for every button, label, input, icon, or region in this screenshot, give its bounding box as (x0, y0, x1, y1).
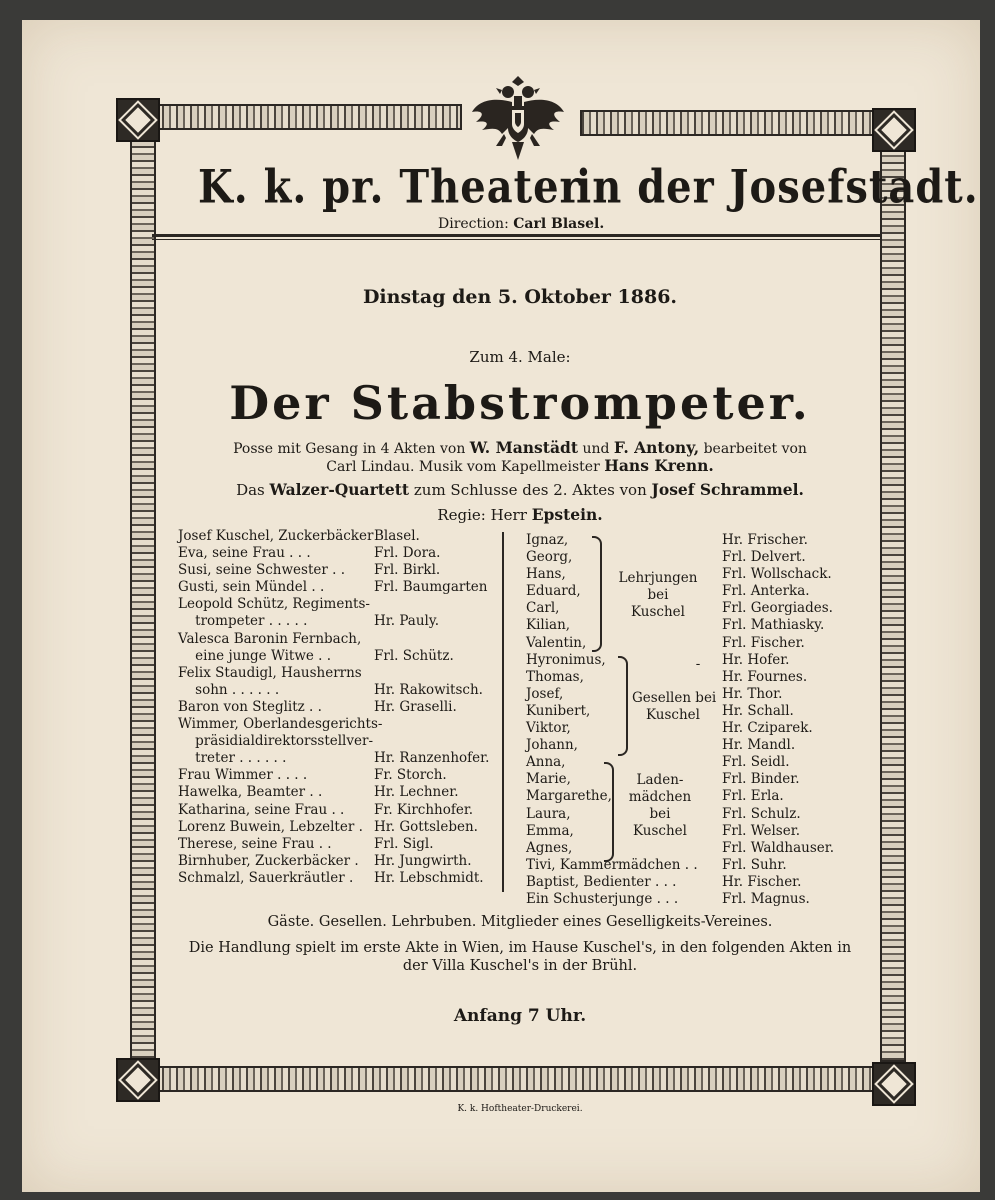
frame-top-left (118, 104, 462, 130)
regie-label: Regie: Herr (437, 506, 527, 524)
actor: Frl. Schütz. (374, 647, 454, 664)
cast-row (178, 750, 490, 767)
frame-corner-top-right (872, 108, 916, 152)
actor: Hr. Cziparek. (722, 720, 813, 737)
actor: Hr. Lebschmidt. (374, 869, 484, 886)
role: Eva, seine Frau . . . (178, 545, 311, 562)
role: Lorenz Buwein, Lebzelter . (178, 818, 363, 835)
desc-text: Posse mit Gesang in 4 Akten von (233, 441, 466, 457)
cast-row (178, 579, 488, 596)
header-rule (152, 234, 880, 237)
role: Frau Wimmer . . . . (178, 767, 308, 784)
role: Carl, (526, 600, 560, 617)
cast-row (526, 737, 796, 754)
group-label: bei (649, 806, 671, 822)
cast-row (178, 681, 483, 699)
cast-row (526, 873, 802, 891)
role: treter . . . . . . (178, 750, 287, 767)
cast-row (178, 665, 382, 682)
cast-row (178, 528, 420, 545)
group-label: Laden- (636, 772, 684, 788)
actor: Frl. Mathiasky. (722, 617, 825, 634)
actor: Frl. Dora. (374, 545, 441, 562)
director-name: Carl Blasel. (513, 216, 605, 232)
actor: Frl. Fischer. (722, 634, 805, 651)
cast-column-divider (502, 532, 504, 892)
actor: Hr. Gottsleben. (374, 818, 478, 835)
cast-row (178, 818, 478, 836)
desc-text-2: Carl Lindau. Musik vom Kapellmeister (326, 459, 600, 475)
header-rule-thin (152, 239, 880, 240)
actor: Hr. Schall. (722, 702, 794, 719)
cast-row (526, 890, 810, 908)
actor: Frl. Sigl. (374, 835, 434, 852)
actor: Hr. Thor. (722, 685, 783, 702)
actor: Hr. Frischer. (722, 532, 808, 548)
actor: Fr. Storch. (374, 767, 447, 784)
cast-row (178, 852, 472, 870)
cast-row (178, 596, 382, 613)
role: Katharina, seine Frau . . (178, 801, 345, 818)
frame-corner-bottom-right (872, 1062, 916, 1106)
actor: Hr. Ranzenhofer. (374, 750, 490, 767)
author-1: W. Manstädt (469, 438, 578, 457)
author-2: F. Antony, (613, 438, 700, 457)
setting-line-2: der Villa Kuschel's in der Brühl. (402, 958, 638, 974)
frame-left (130, 140, 156, 1060)
group-label: - (695, 656, 701, 672)
frame-top-right (580, 110, 874, 136)
cast-row (178, 801, 474, 819)
role: Baptist, Bedienter . . . (526, 873, 677, 890)
group-lehrjungen (616, 570, 700, 621)
actor: Hr. Hofer. (722, 651, 790, 668)
cast-row (178, 647, 454, 665)
role: Hans, (526, 566, 566, 583)
actor: Frl. Magnus. (722, 890, 810, 907)
role: Anna, (526, 754, 566, 771)
cast-row (178, 545, 441, 562)
actor: Frl. Georgiades. (722, 600, 833, 617)
role: Laura, (526, 805, 571, 822)
frame-corner-top-left (116, 98, 160, 142)
brace-ladenmaedchen (604, 762, 614, 862)
role: Georg, (526, 549, 573, 566)
cast-row (178, 767, 447, 784)
desc-text-b: bearbeitet von (703, 441, 807, 457)
actor: Hr. Mandl. (722, 737, 796, 754)
cast-row (178, 613, 439, 630)
walzer-text-b: zum Schlusse des 2. Aktes von (413, 481, 647, 499)
group-label: bei (647, 587, 669, 603)
role: Therese, seine Frau . . (178, 835, 332, 852)
role: präsidialdirektorsstellver- (178, 733, 374, 750)
actor: Hr. Pauly. (374, 613, 439, 630)
cast-row (178, 562, 441, 579)
group-label: Kuschel (646, 707, 700, 723)
role: Ein Schusterjunge . . . (526, 890, 679, 907)
walzer-title: Walzer-Quartett (269, 480, 410, 499)
actor: Frl. Birkl. (374, 562, 441, 579)
role: Thomas, (526, 668, 584, 685)
desc-und: und (582, 441, 610, 457)
role: Gusti, sein Mündel . . (178, 579, 325, 596)
role: eine junge Witwe . . (178, 647, 332, 664)
role: Felix Staudigl, Hausherrns (178, 664, 362, 681)
group-gesellen (632, 656, 717, 724)
cast-row (178, 784, 459, 801)
cast-row (178, 716, 382, 733)
role: Ignaz, (526, 532, 569, 548)
cast-row (178, 835, 434, 853)
cast-row (526, 532, 808, 549)
actor: Frl. Binder. (722, 771, 800, 788)
actor: Frl. Erla. (722, 788, 784, 805)
actor: Frl. Baumgarten (374, 579, 488, 596)
actor: Frl. Waldhauser. (722, 839, 835, 856)
actor: Hr. Jungwirth. (374, 852, 472, 869)
actor: Frl. Seidl. (722, 754, 790, 771)
role: Hawelka, Beamter . . (178, 784, 323, 801)
group-label: Lehrjungen (618, 570, 698, 586)
actor: Frl. Suhr. (722, 856, 787, 873)
role: Wimmer, Oberlandesgerichts- (178, 716, 383, 733)
actor: Hr. Fournes. (722, 668, 808, 685)
direction-line (438, 216, 604, 232)
cast-row (526, 549, 806, 566)
actor: Hr. Rakowitsch. (374, 681, 483, 698)
role: Josef, (526, 685, 564, 702)
role: Marie, (526, 771, 571, 788)
actor: Frl. Anterka. (722, 583, 810, 600)
performance-date: Dinstag den 5. Oktober 1886. (362, 286, 678, 308)
imperial-eagle-icon (468, 68, 568, 168)
role: Valesca Baronin Fernbach, (178, 630, 362, 647)
frame-corner-bottom-left (116, 1058, 160, 1102)
role: Kunibert, (526, 702, 591, 719)
actor: Frl. Welser. (722, 822, 800, 839)
role: Leopold Schütz, Regiments- (178, 596, 370, 613)
composer: Hans Krenn. (604, 456, 714, 475)
actor: Blasel. (374, 528, 420, 544)
group-ladenmaedchen (618, 772, 702, 840)
regie-name: Epstein. (531, 505, 603, 524)
role: Birnhuber, Zuckerbäcker . (178, 852, 359, 869)
group-label: Kuschel (631, 604, 685, 620)
walzer-text-a: Das (236, 481, 265, 499)
role: Baron von Steglitz . . (178, 698, 322, 715)
walzer-composer: Josef Schrammel. (651, 480, 804, 499)
role: trompeter . . . . . (178, 613, 308, 630)
actor: Fr. Kirchhofer. (374, 801, 474, 818)
actor: Hr. Graselli. (374, 698, 457, 715)
cast-row (178, 733, 382, 750)
cast-row (178, 698, 457, 716)
play-description-line1 (160, 438, 880, 457)
cast-row (178, 869, 484, 887)
cast-row (178, 631, 382, 648)
start-time: Anfang 7 Uhr. (453, 1006, 587, 1026)
role: Emma, (526, 822, 574, 839)
direction-label: Direction: (438, 216, 509, 232)
group-label: Kuschel (633, 823, 687, 839)
role: sohn . . . . . . (178, 681, 280, 698)
actor: Frl. Delvert. (722, 549, 806, 566)
role: Susi, seine Schwester . . (178, 562, 345, 579)
frame-bottom (118, 1066, 880, 1092)
group-label: mädchen (628, 789, 692, 805)
theater-title-left: K. k. pr. Theater (198, 160, 582, 215)
role: Valentin, (526, 634, 587, 651)
actor: Hr. Lechner. (374, 784, 459, 801)
role: Tivi, Kammermädchen . . (526, 856, 698, 873)
role: Hyronimus, (526, 651, 606, 668)
frame-right (880, 148, 906, 1062)
regie-line (160, 505, 880, 524)
brace-gesellen (618, 656, 628, 756)
walzer-line (160, 480, 880, 499)
role: Agnes, (526, 839, 573, 856)
role: Eduard, (526, 583, 581, 600)
play-title: Der Stabstrompeter. (229, 376, 811, 430)
role: Josef Kuschel, Zuckerbäcker (178, 528, 374, 544)
guests-line: Gäste. Gesellen. Lehrbuben. Mitglieder eines Geselligkeits-Vereines. (267, 914, 773, 930)
setting-line-1: Die Handlung spielt im erste Akte in Wien, im Hause Kuschel's, in den folgenden Akten in (188, 940, 852, 956)
role: Viktor, (526, 720, 571, 737)
actor: Hr. Fischer. (722, 873, 802, 890)
role: Schmalzl, Sauerkräutler . (178, 869, 354, 886)
printer-credit: K. k. Hoftheater-Druckerei. (457, 1104, 583, 1114)
group-label: Gesellen bei (632, 690, 717, 706)
role: Margarethe, (526, 788, 612, 805)
brace-lehrjungen (592, 536, 602, 652)
role: Kilian, (526, 617, 571, 634)
cast-list-left (178, 528, 490, 887)
performance-occasion: Zum 4. Male: (469, 348, 571, 366)
theater-title-right: in der Josefstadt. (576, 160, 979, 215)
role: Johann, (526, 737, 578, 754)
play-description-line2 (160, 456, 880, 475)
actor: Frl. Wollschack. (722, 566, 832, 583)
cast-row (526, 634, 805, 652)
actor: Frl. Schulz. (722, 805, 801, 822)
